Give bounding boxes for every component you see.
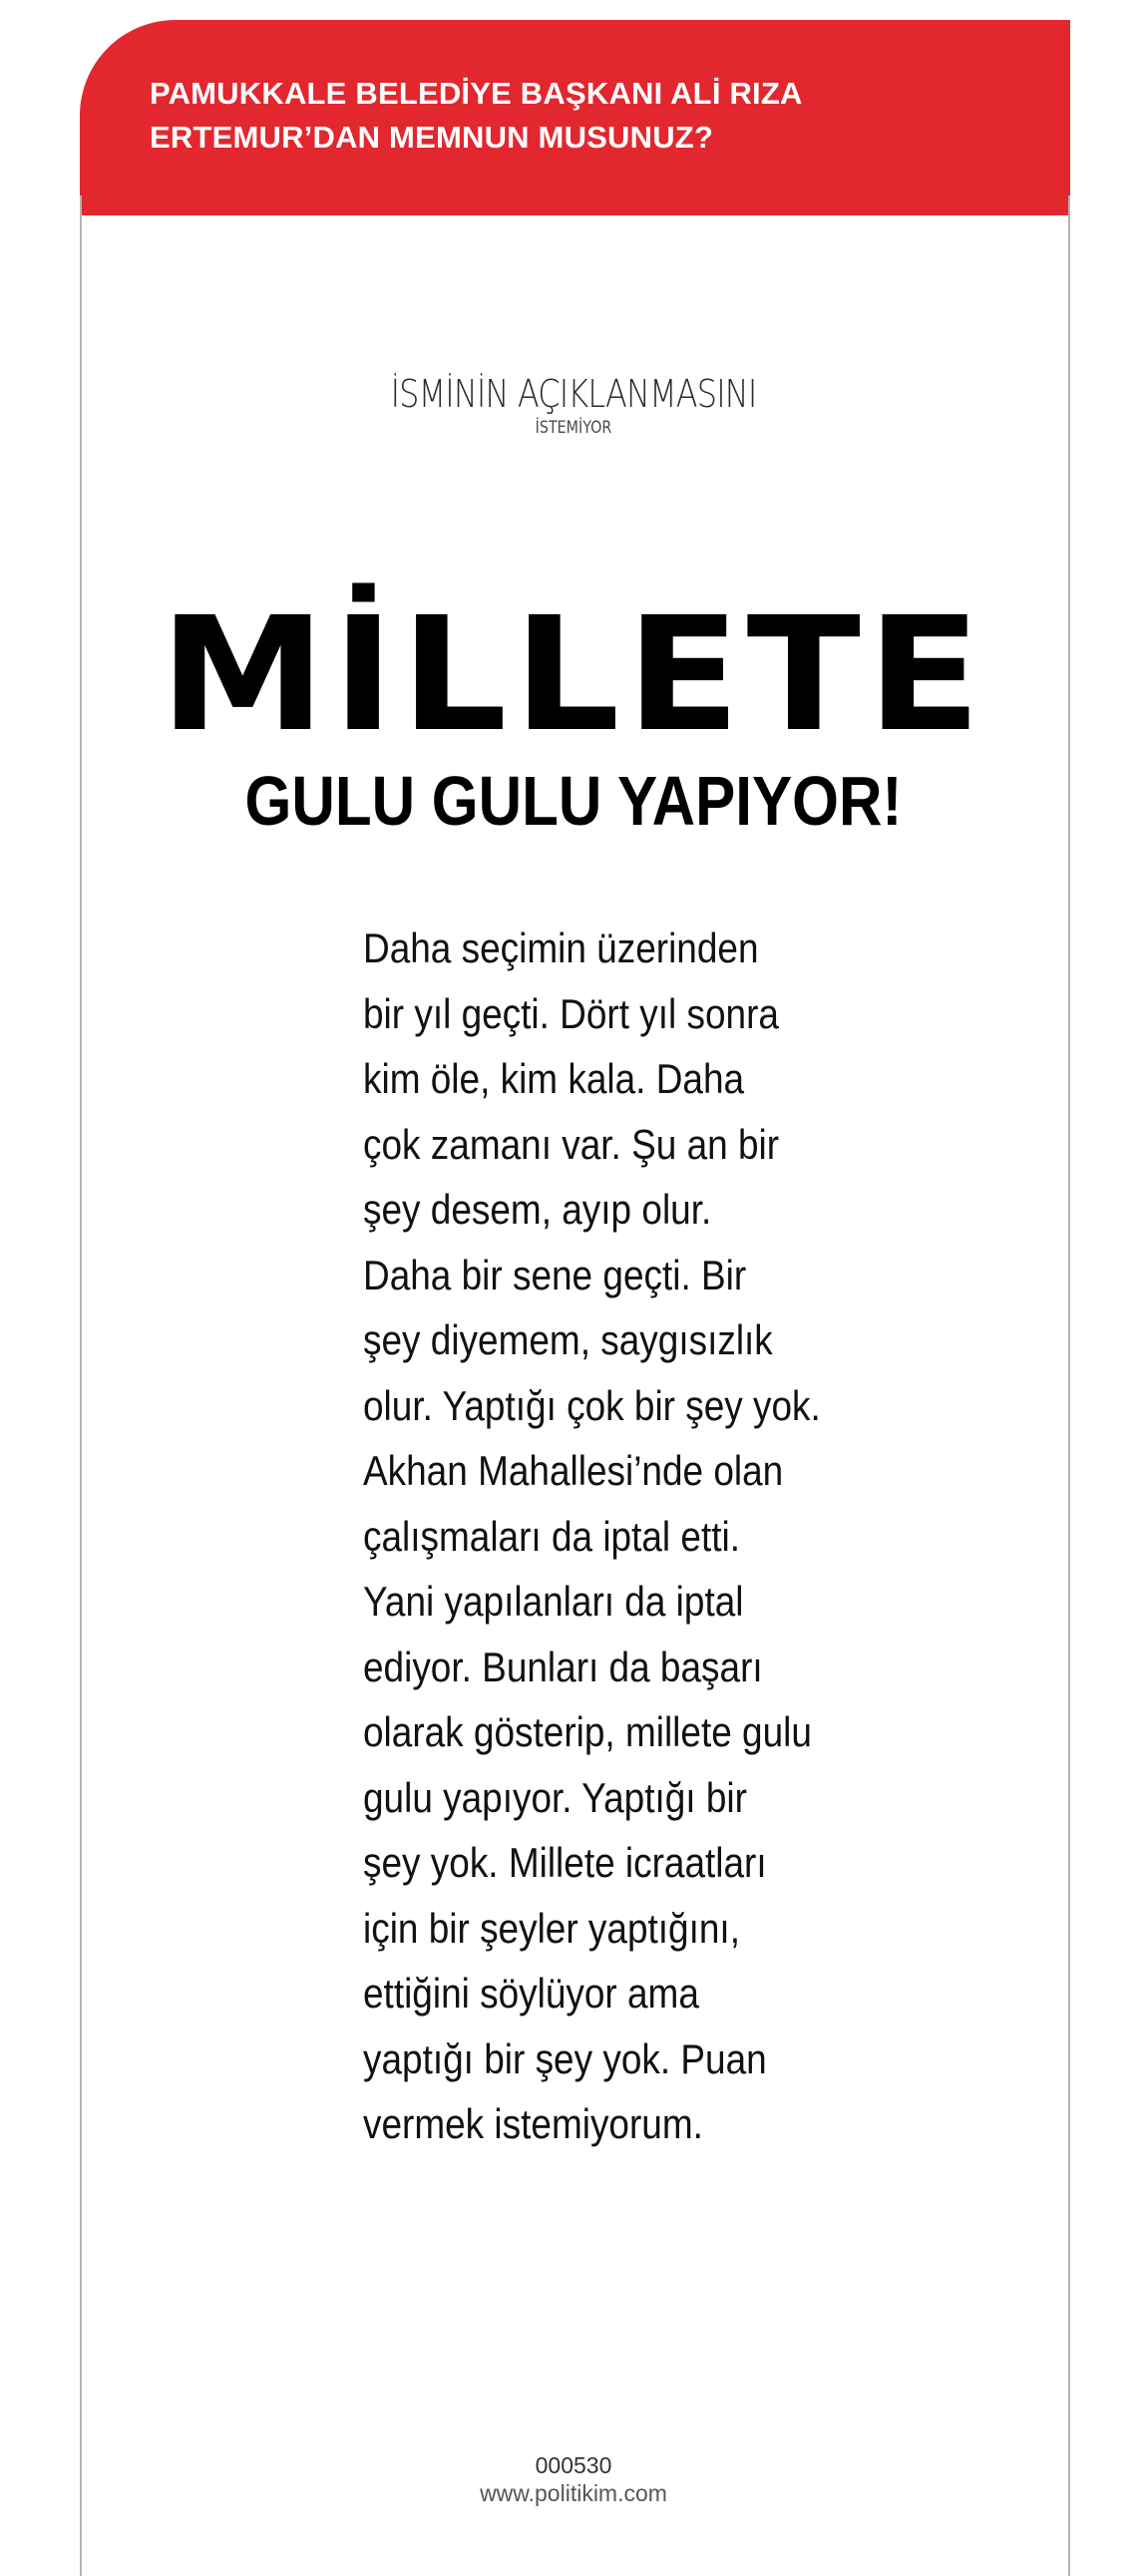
- headline: [0, 583, 1147, 840]
- website-link[interactable]: www.politikim.com: [480, 2480, 667, 2506]
- quote-line: kim öle, kim kala. Daha: [363, 1055, 745, 1102]
- quote-line: çalışmaları da iptal etti.: [363, 1512, 740, 1560]
- survey-question: [150, 72, 1030, 160]
- quote-line: olarak gösterip, millete gulu: [363, 1708, 812, 1755]
- quote-line: çok zamanı var. Şu an bir: [363, 1120, 780, 1168]
- quote-line: için bir şeyler yaptığını,: [363, 1904, 740, 1952]
- quote-line: Yani yapılanları da iptal: [363, 1578, 744, 1625]
- headline-main: MİLLETE: [159, 583, 987, 767]
- respondent-subtitle: İSTEMİYOR: [535, 418, 612, 438]
- left-border-line: [80, 195, 82, 2576]
- respondent-block: [0, 371, 1147, 439]
- quote-line: Daha seçimin üzerinden: [363, 924, 759, 971]
- right-border-line: [1068, 195, 1070, 2576]
- quote-line: Daha bir sene geçti. Bir: [363, 1251, 747, 1298]
- quote-line: vermek istemiyorum.: [363, 2100, 703, 2147]
- quote-line: şey diyemem, saygısızlık: [363, 1316, 773, 1363]
- headline-sub: GULU GULU YAPIYOR!: [244, 762, 903, 840]
- quote-line: ettiğini söylüyor ama: [363, 1970, 699, 2017]
- quote-line: olur. Yaptığı çok bir şey yok.: [363, 1381, 821, 1429]
- survey-question-line-1: PAMUKKALE BELEDİYE BAŞKANI ALİ RIZA: [150, 76, 803, 111]
- quote-line: ediyor. Bunları da başarı: [363, 1643, 763, 1690]
- quote-body: [363, 916, 922, 2157]
- quote-line: Akhan Mahallesi’nde olan: [363, 1447, 784, 1494]
- survey-question-line-2: ERTEMUR’DAN MEMNUN MUSUNUZ?: [150, 120, 714, 155]
- question-banner: [80, 20, 1070, 215]
- survey-code: 000530: [535, 2452, 612, 2478]
- quote-line: şey desem, ayıp olur.: [363, 1186, 712, 1233]
- footer: [0, 2451, 1147, 2507]
- quote-line: gulu yapıyor. Yaptığı bir: [363, 1773, 747, 1821]
- quote-line: yaptığı bir şey yok. Puan: [363, 2034, 767, 2082]
- respondent-name: İSMİNİN AÇIKLANMASINI: [390, 372, 757, 416]
- quote-line: bir yıl geçti. Dört yıl sonra: [363, 989, 779, 1037]
- quote-line: şey yok. Millete icraatları: [363, 1839, 767, 1886]
